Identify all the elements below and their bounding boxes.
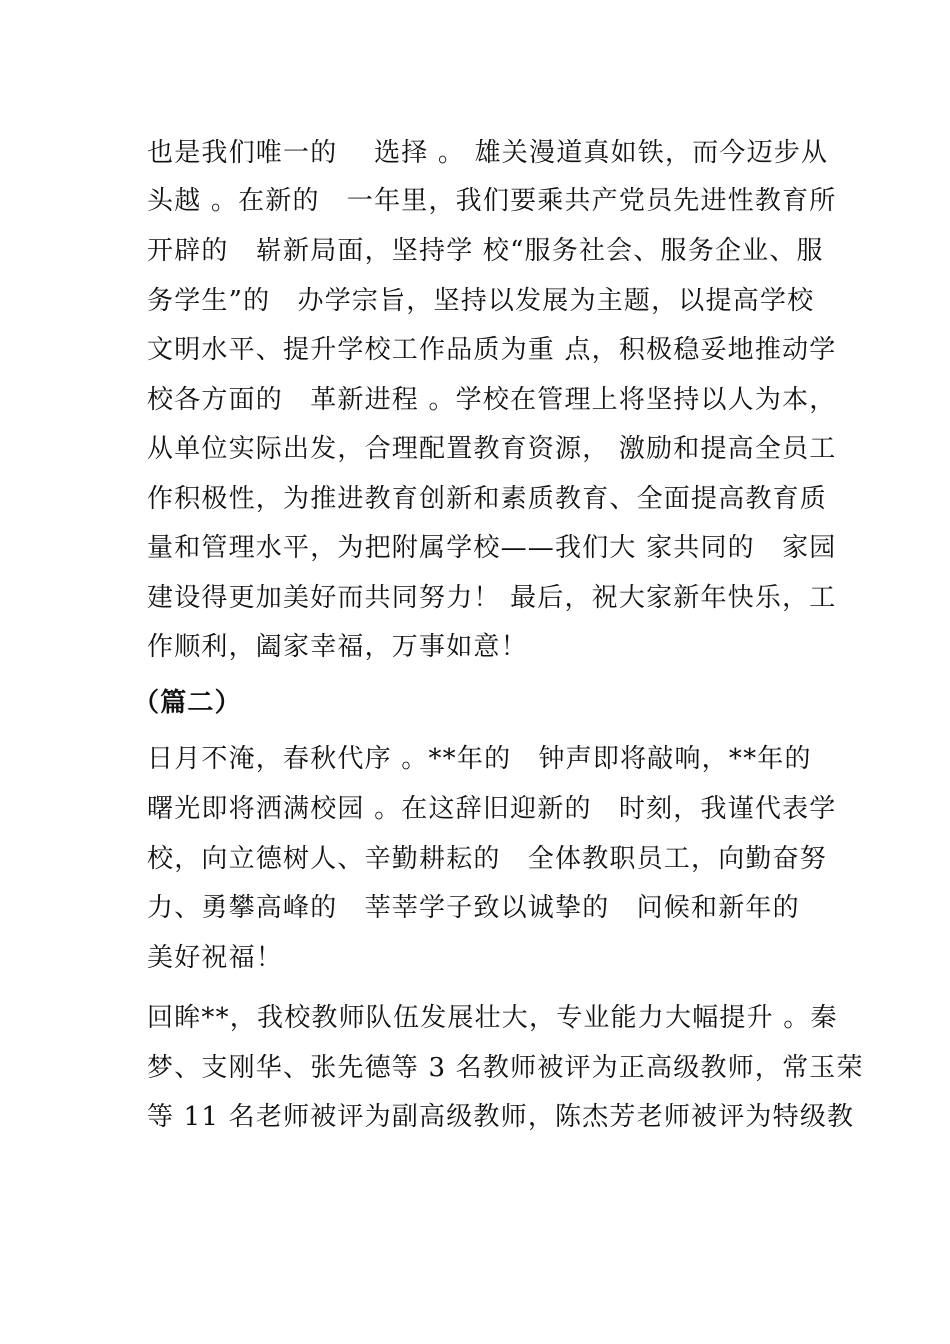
body-line: 从单位实际出发，合理配置教育资源， 激励和提高全员工	[147, 434, 837, 464]
body-line: 头越 。在新的 一年里，我们要乘共产党员先进性教育所	[147, 186, 837, 216]
body-line: 美好祝福！	[147, 943, 284, 973]
body-line: 量和管理水平，为把附属学校——我们大 家共同的 家园	[147, 533, 837, 563]
body-line: 务学生”的 办学宗旨，坚持以发展为主题，以提高学校	[147, 286, 815, 316]
body-line: 回眸**，我校教师队伍发展壮大，专业能力大幅提升 。秦	[147, 1003, 838, 1033]
body-line: 等 11 名老师被评为副高级教师，陈杰芳老师被评为特级教	[147, 1102, 855, 1132]
body-line: 开辟的 崭新局面，坚持学 校“服务社会、服务企业、服	[147, 236, 824, 266]
body-line: 建设得更加美好而共同努力！ 最后，祝大家新年快乐，工	[147, 583, 837, 613]
body-line: 作顺利，阖家幸福，万事如意！	[147, 632, 528, 662]
body-line: 曙光即将洒满校园 。在这辞旧迎新的 时刻，我谨代表学	[147, 794, 837, 824]
body-line: 校各方面的 革新进程 。学校在管理上将坚持以人为本，	[147, 385, 837, 415]
body-line: 也是我们唯一的 选择 。 雄关漫道真如铁，而今迈步从	[147, 138, 829, 168]
body-line: 力、勇攀高峰的 莘莘学子致以诚挚的 问候和新年的	[147, 893, 800, 923]
section-heading: （篇二）	[133, 688, 242, 718]
body-line: 校，向立德树人、辛勤耕耘的 全体教职员工，向勤奋努	[147, 844, 828, 874]
body-line: 梦、支刚华、张先德等 3 名教师被评为正高级教师，常玉荣	[147, 1053, 864, 1083]
body-line: 作积极性，为推进教育创新和素质教育、全面提高教育质	[147, 484, 828, 514]
body-line: 日月不淹，春秋代序 。**年的 钟声即将敲响，**年的	[147, 744, 812, 774]
body-line: 文明水平、提升学校工作品质为重 点，积极稳妥地推动学	[147, 335, 837, 365]
